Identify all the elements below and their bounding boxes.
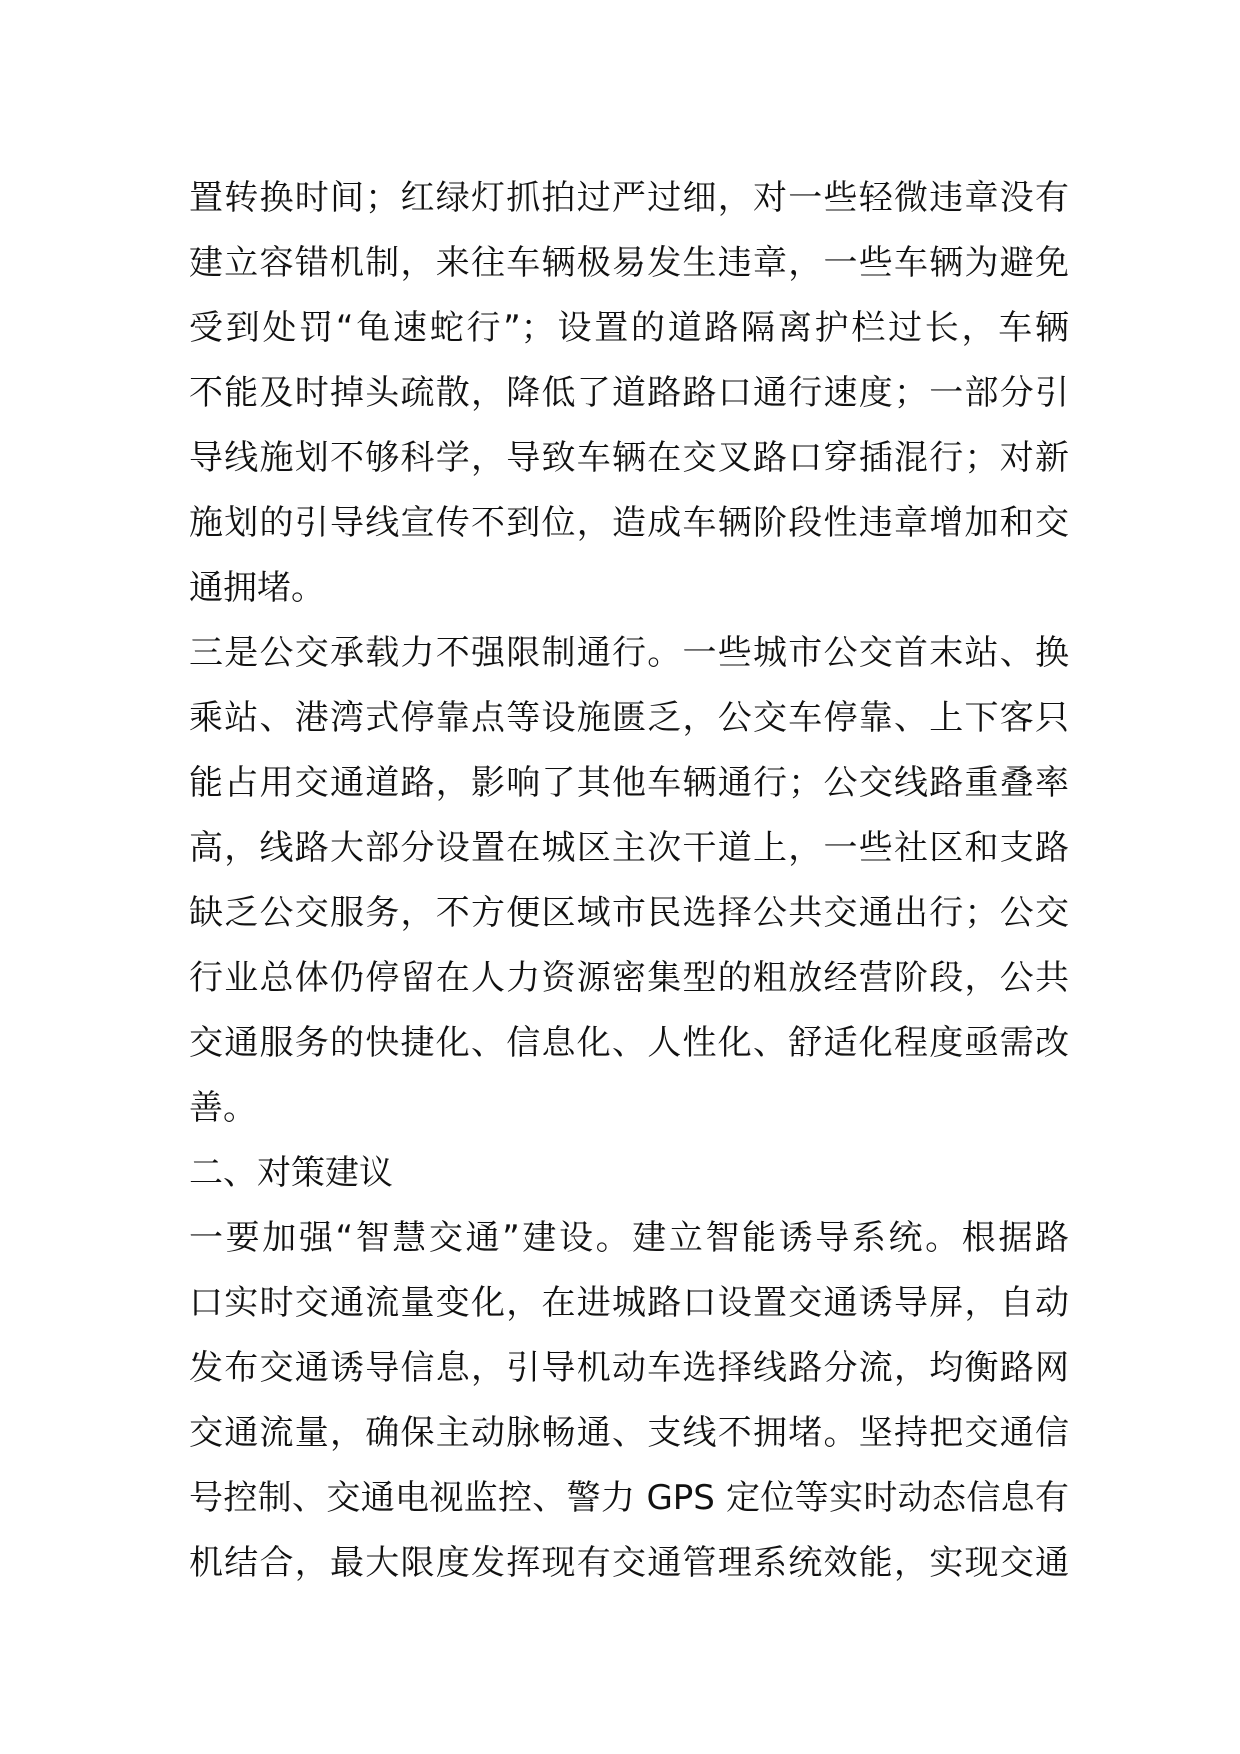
- text-line: 行业总体仍停留在人力资源密集型的粗放经营阶段，公共: [189, 958, 1069, 998]
- text-line: 能占用交通道路，影响了其他车辆通行；公交线路重叠率: [189, 763, 1069, 803]
- text-line: 三是公交承载力不强限制通行。一些城市公交首末站、换: [189, 633, 1069, 673]
- text-line: 导线施划不够科学，导致车辆在交叉路口穿插混行；对新: [189, 438, 1069, 478]
- text-line: 口实时交通流量变化，在进城路口设置交通诱导屏，自动: [189, 1283, 1069, 1323]
- text-line: 号控制、交通电视监控、警力 GPS 定位等实时动态信息有: [189, 1478, 1069, 1518]
- text-line: 不能及时掉头疏散，降低了道路路口通行速度；一部分引: [189, 373, 1069, 413]
- text-line: 交通服务的快捷化、信息化、人性化、舒适化程度亟需改: [189, 1023, 1069, 1063]
- text-line: 机结合，最大限度发挥现有交通管理系统效能，实现交通: [189, 1543, 1069, 1583]
- text-line: 二、对策建议: [189, 1153, 393, 1193]
- text-line: 受到处罚“龟速蛇行”；设置的道路隔离护栏过长，车辆: [189, 308, 1069, 348]
- text-line: 高，线路大部分设置在城区主次干道上，一些社区和支路: [189, 828, 1069, 868]
- text-line: 建立容错机制，来往车辆极易发生违章，一些车辆为避免: [189, 243, 1069, 283]
- text-line: 发布交通诱导信息，引导机动车选择线路分流，均衡路网: [189, 1348, 1069, 1388]
- text-line: 一要加强“智慧交通”建设。建立智能诱导系统。根据路: [189, 1218, 1069, 1258]
- text-line: 施划的引导线宣传不到位，造成车辆阶段性违章增加和交: [189, 503, 1069, 543]
- text-line: 善。: [189, 1088, 257, 1128]
- text-line: 缺乏公交服务，不方便区域市民选择公共交通出行；公交: [189, 893, 1069, 933]
- text-line: 通拥堵。: [189, 568, 325, 608]
- text-line: 交通流量，确保主动脉畅通、支线不拥堵。坚持把交通信: [189, 1413, 1069, 1453]
- body-text: [189, 166, 1069, 1596]
- text-line: 置转换时间；红绿灯抓拍过严过细，对一些轻微违章没有: [189, 178, 1069, 218]
- text-line: 乘站、港湾式停靠点等设施匮乏，公交车停靠、上下客只: [189, 698, 1069, 738]
